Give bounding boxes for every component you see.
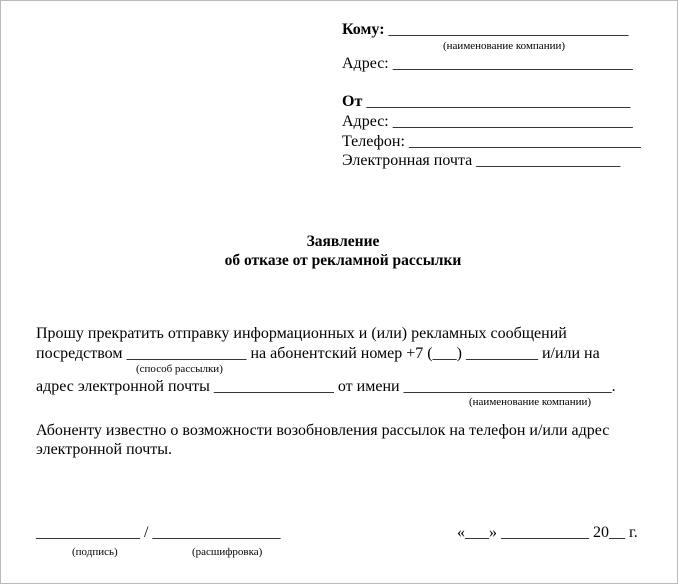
body-line-2: посредством _______________ на абонентский номер +7 (___) _________ и/или на <box>36 345 600 362</box>
from-line: _________________________________ <box>366 93 631 110</box>
body-line-4: Абоненту известно о возможности возобновления рассылок на телефон и/или адрес <box>36 422 610 439</box>
to-row <box>342 20 629 39</box>
title-line-1: Заявление <box>306 233 380 250</box>
title-line-2: об отказе от рекламной рассылки <box>224 252 462 269</box>
company-hint: (наименование компании) <box>443 40 566 52</box>
hint-company: (наименование компании) <box>469 396 592 408</box>
hint-decoding: (расшифровка) <box>192 546 263 558</box>
phone-row: Телефон: _____________________________ <box>342 133 641 150</box>
hint-signature: (подпись) <box>72 546 118 558</box>
from-row <box>342 92 630 111</box>
to-label: Кому: <box>342 21 385 38</box>
date-line: «___» ___________ 20__ г. <box>457 524 638 541</box>
body-line-5: электронной почты. <box>36 441 173 458</box>
email-row: Электронная почта __________________ <box>342 152 621 169</box>
signature-line: _____________ / ________________ <box>36 524 281 541</box>
from-label: От <box>342 93 363 110</box>
body-line-1: Прошу прекратить отправку информационных и (или) рекламных сообщений <box>36 325 567 342</box>
address-row-2: Адрес: ______________________________ <box>342 113 633 130</box>
body-line-3: адрес электронной почты _______________ от имени __________________________. <box>36 378 616 395</box>
to-line: ______________________________ <box>388 21 629 38</box>
address-row-1: Адрес: ______________________________ <box>342 55 633 72</box>
hint-method: (способ рассылки) <box>136 363 223 375</box>
